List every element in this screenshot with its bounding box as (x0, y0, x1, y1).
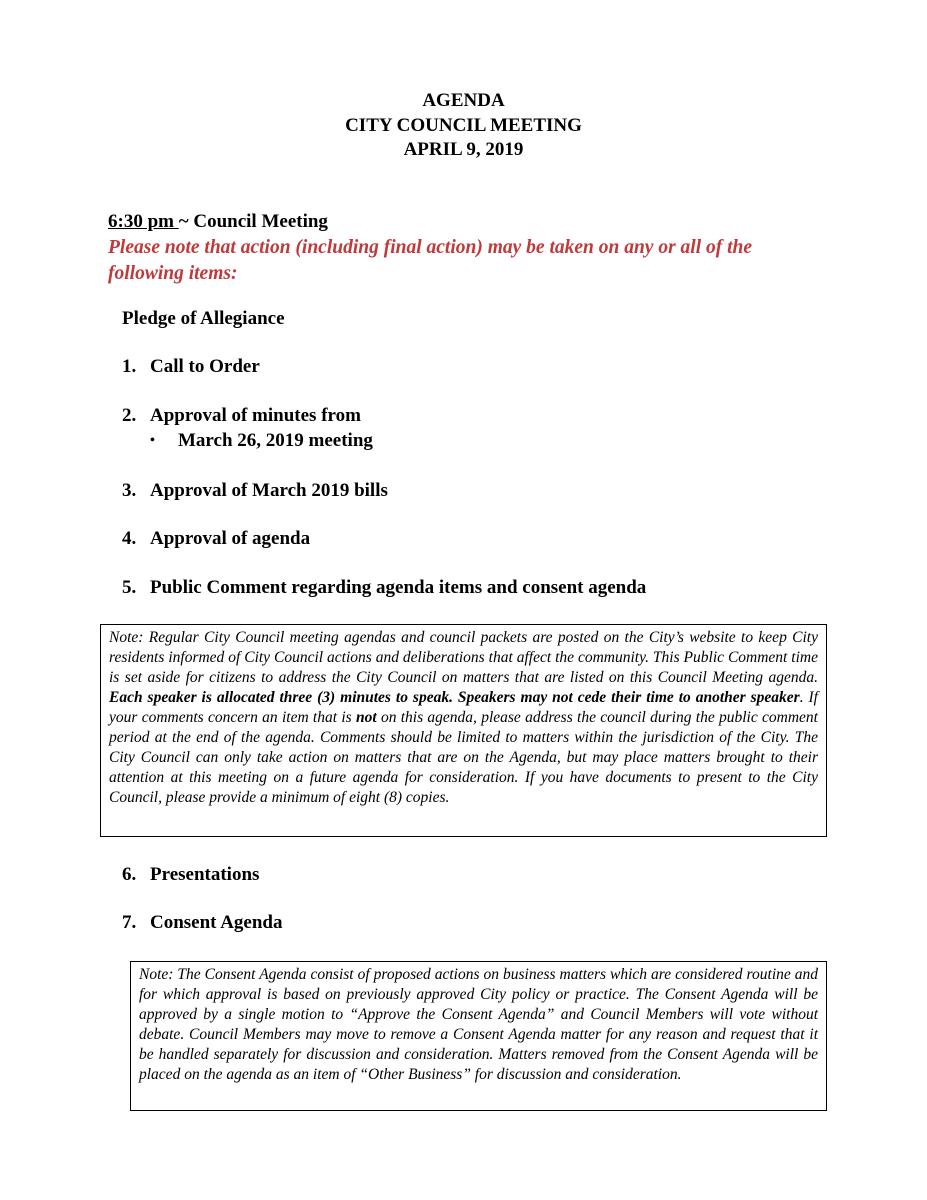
bullet-icon: • (150, 433, 155, 448)
agenda-item-4 (122, 527, 310, 551)
agenda-item-7 (122, 911, 283, 935)
doc-title-meeting: CITY COUNCIL MEETING (345, 115, 582, 136)
agenda-item-3 (122, 479, 388, 503)
bullet-label: March 26, 2019 meeting (178, 430, 373, 451)
item-number: 5. (122, 577, 137, 598)
note-text: Note: Regular City Council meeting agendas and council packets are posted on the City’s website to keep City residents informed of City Council actions and deliberations that affect the community. This Public Comment time is set aside for citizens to address the City Council on matters that are listed on this Council Meeting agenda. (109, 629, 818, 686)
minutes-bullet (150, 429, 373, 453)
item-label: Approval of March 2019 bills (150, 480, 388, 501)
item-label: Presentations (150, 864, 260, 885)
item-number: 3. (122, 480, 137, 501)
agenda-item-2 (122, 404, 361, 428)
session-time: 6:30 pm (108, 211, 179, 232)
session-heading (108, 210, 328, 234)
consent-agenda-note-box: Note: The Consent Agenda consist of proposed actions on business matters which are considered routine and for which approval is based on previously approved City policy or practice. The Consent Agenda will be approved by a single motion to “Approve the Consent Agenda” and Council Members will vote without debate. Council Members may move to remove a Consent Agenda matter for any reason and request that it be handled separately for discussion and consideration. Matters removed from the Consent Agenda will be placed on the agenda as an item of “Other Business” for discussion and consideration. (130, 961, 827, 1111)
item-label: Public Comment regarding agenda items and consent agenda (150, 577, 647, 598)
doc-title-agenda: AGENDA (422, 90, 505, 111)
agenda-item-6 (122, 863, 259, 887)
note-text: on this agenda, please address the council during the public comment period at the end of the agenda. Comments should be limited to matters within the jurisdiction of the City. The City Council can only take action on matters that are on the Agenda, but may place matters brought to their attention at this meeting on a future agenda for consideration. If you have documents to present to the City Council, please provide a minimum of eight (8) copies. (109, 709, 818, 806)
item-number: 4. (122, 528, 137, 549)
item-number: 1. (122, 356, 137, 377)
note-bold-text: not (355, 709, 377, 726)
public-comment-note-box (100, 624, 827, 837)
item-label: Call to Order (150, 356, 260, 377)
item-number: 7. (122, 912, 137, 933)
note-text: . If your comments concern an item that is (109, 689, 818, 726)
doc-title-date: APRIL 9, 2019 (403, 139, 524, 160)
agenda-item-1 (122, 355, 260, 379)
item-number: 6. (122, 864, 137, 885)
item-label: Approval of agenda (150, 528, 311, 549)
item-label: Approval of minutes from (150, 405, 361, 426)
agenda-item-pledge: Pledge of Allegiance (122, 308, 285, 329)
action-notice: Please note that action (including final action) may be taken on any or all of the following items: (108, 237, 753, 284)
item-label: Consent Agenda (150, 912, 283, 933)
note-bold-text: Each speaker is allocated three (3) minutes to speak. Speakers may not cede their time to another speaker (109, 689, 800, 706)
item-number: 2. (122, 405, 137, 426)
session-title: ~ Council Meeting (178, 211, 328, 232)
agenda-item-5 (122, 576, 646, 600)
